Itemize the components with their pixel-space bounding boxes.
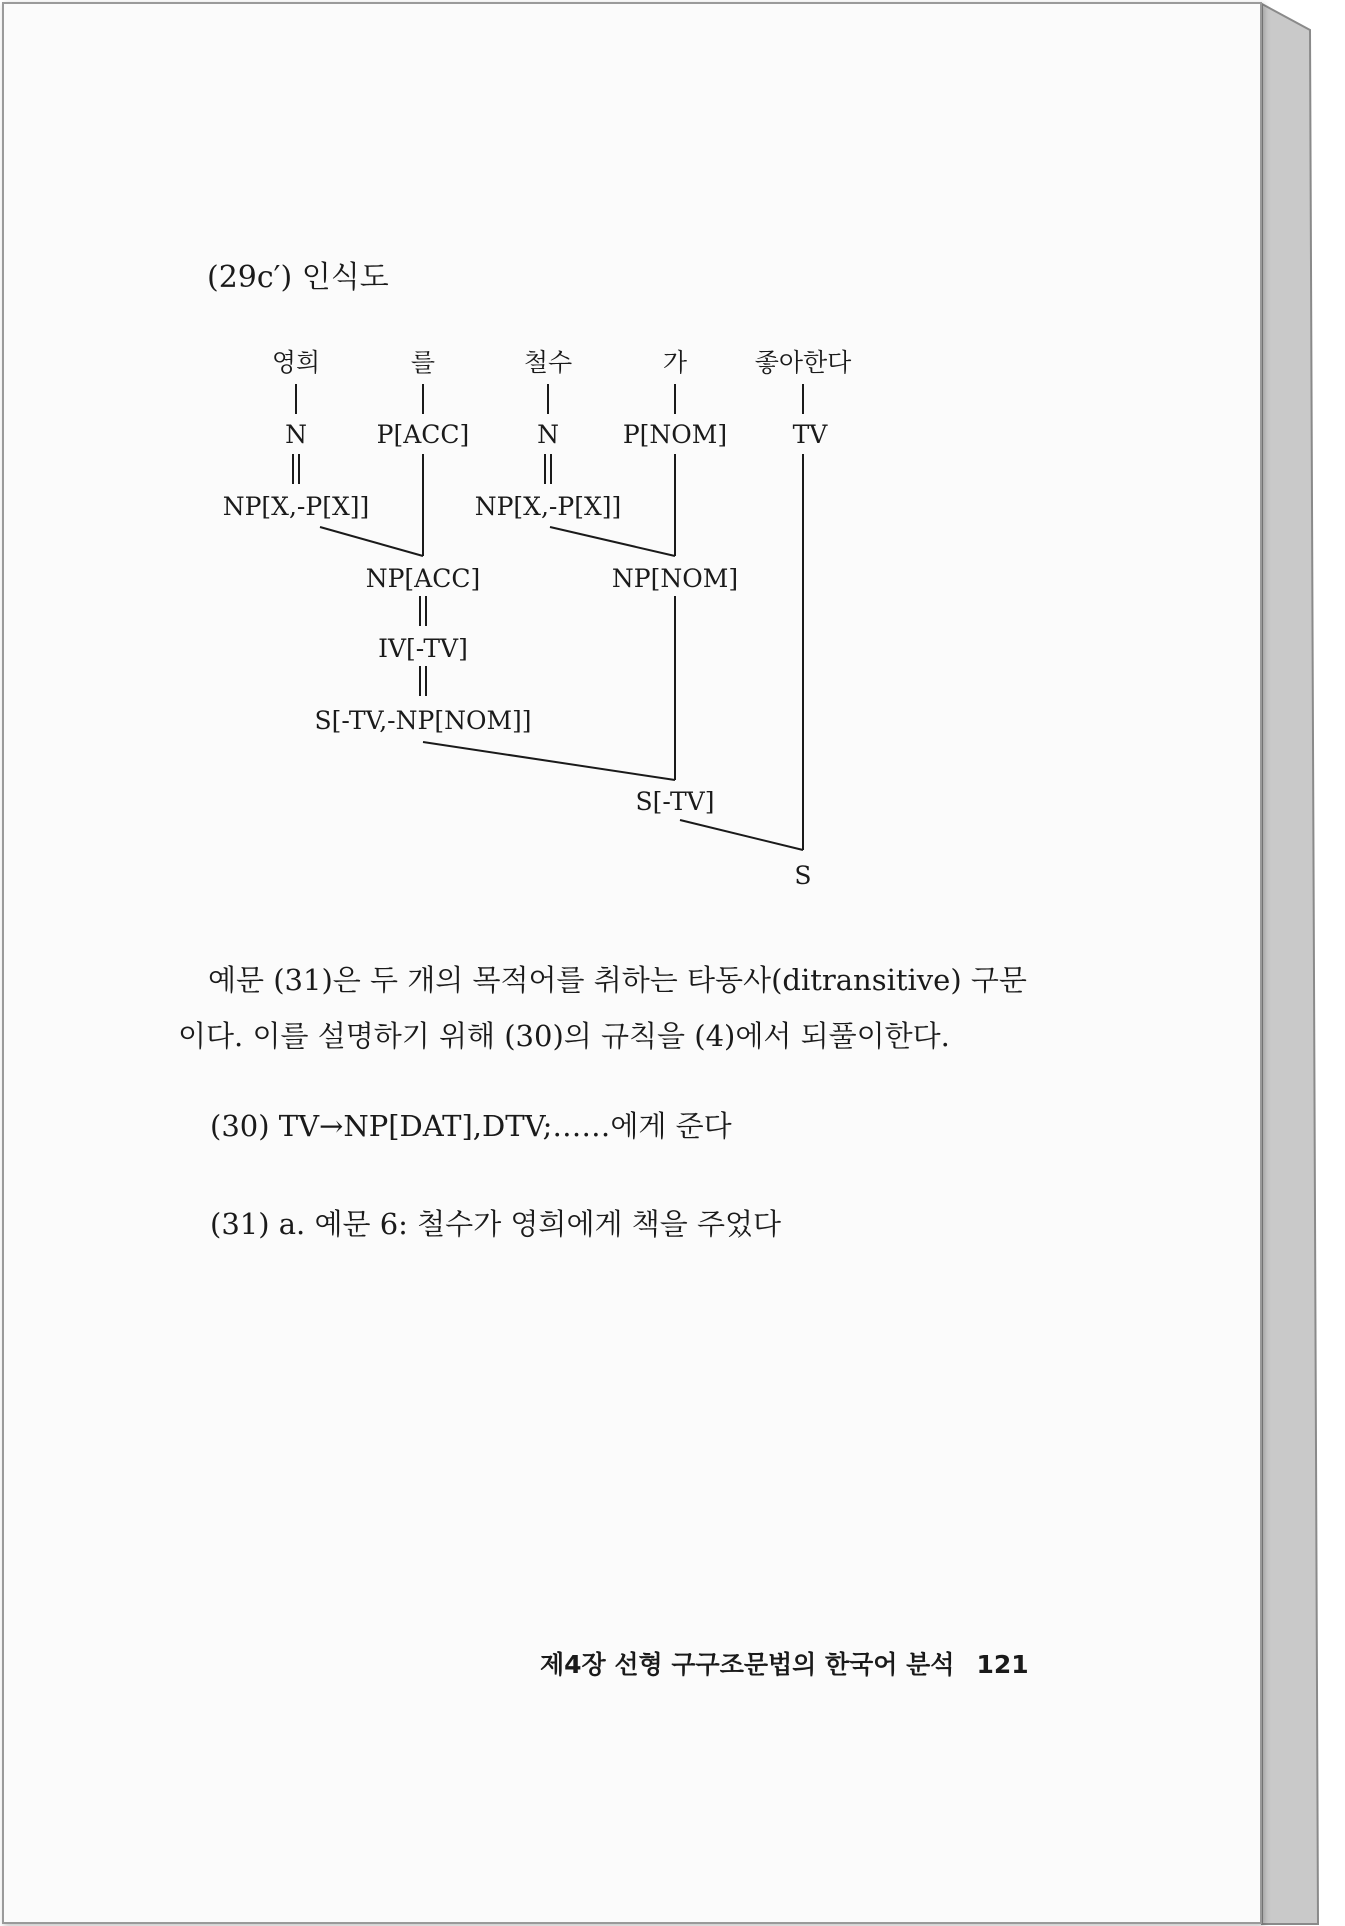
cat-s-root: S [794, 861, 812, 890]
cat-s-tv-np: S[-TV,-NP[NOM]] [314, 706, 532, 735]
example-31: (31) a. 예문 6: 철수가 영희에게 책을 주었다 [210, 1207, 781, 1241]
figure-title: (29c′) 인식도 [207, 260, 389, 295]
cat-np-acc: NP[ACC] [365, 564, 481, 593]
word-reul: 를 [410, 348, 436, 377]
cat-np-x-2: NP[X,-P[X]] [474, 492, 622, 521]
cat-np-x-1: NP[X,-P[X]] [222, 492, 370, 521]
page-number: 121 [976, 1650, 1029, 1679]
paragraph-line-1: 예문 (31)은 두 개의 목적어를 취하는 타동사(ditransitive) 구문 [208, 963, 1027, 997]
cat-s-tv: S[-TV] [635, 787, 715, 816]
edge [550, 527, 675, 556]
cat-iv: IV[-TV] [378, 634, 468, 663]
edge [320, 527, 423, 556]
cat-tv: TV [792, 420, 828, 449]
edge [423, 742, 675, 780]
word-ga: 가 [662, 348, 688, 377]
cat-np-nom: NP[NOM] [611, 564, 739, 593]
word-yeonghui: 영희 [271, 348, 321, 377]
body-paragraph [178, 952, 1048, 1064]
footer-chapter: 제4장 선형 구구조문법의 한국어 분석 [540, 1650, 955, 1679]
cat-n-2: N [537, 420, 559, 449]
paragraph-line-2: 이다. 이를 설명하기 위해 (30)의 규칙을 (4)에서 되풀이한다. [178, 1019, 950, 1053]
word-cheolsu: 철수 [523, 348, 573, 377]
cat-n-1: N [285, 420, 307, 449]
running-footer [540, 1645, 1029, 1681]
word-joahanda: 좋아한다 [754, 348, 852, 377]
cat-p-nom: P[NOM] [622, 420, 728, 449]
cat-p-acc: P[ACC] [376, 420, 470, 449]
edge [680, 820, 803, 850]
example-30: (30) TV→NP[DAT],DTV;……에게 준다 [210, 1109, 732, 1143]
